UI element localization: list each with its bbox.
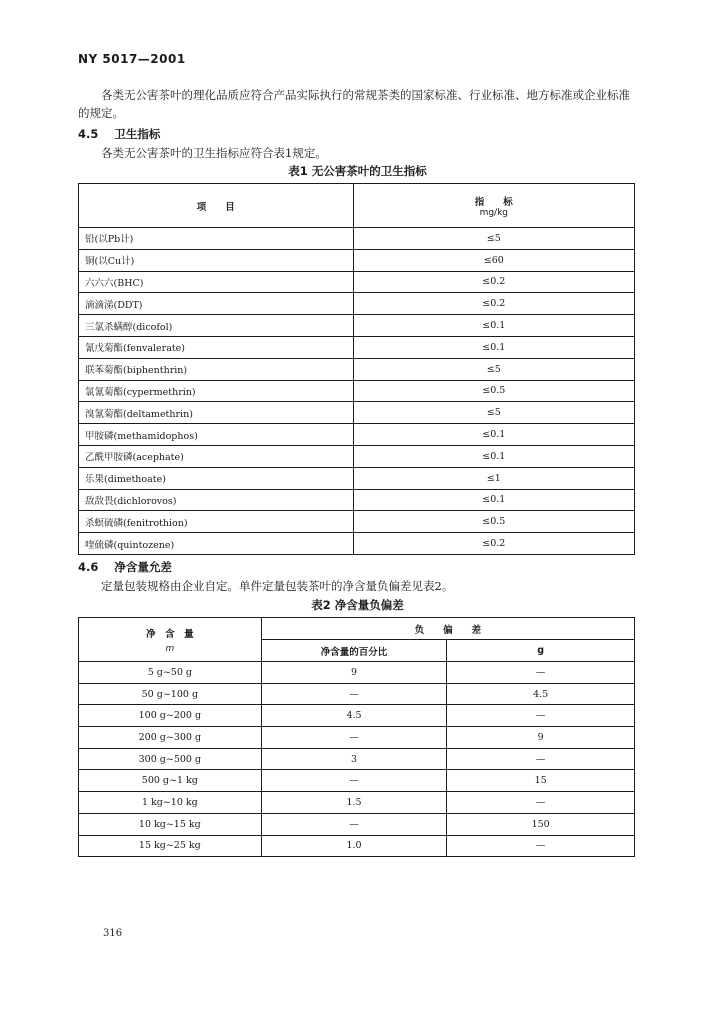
table1-header-unit: mg/kg — [479, 207, 508, 218]
table2 — [78, 617, 635, 857]
table1-row — [79, 228, 635, 250]
table2-row — [79, 705, 635, 727]
section-4-6-text: 定量包装规格由企业自定。单件定量包装茶叶的净含量负偏差见表2。 — [101, 579, 454, 593]
table2-g-cell: 15 — [447, 770, 635, 792]
table1-item-cell: 六六六(BHC) — [79, 271, 354, 293]
table1-value-cell: ≤5 — [353, 402, 634, 424]
table1-item-cell: 甲胺磷(methamidophos) — [79, 424, 354, 446]
table2-caption: 表2 净含量负偏差 — [311, 598, 404, 612]
table1-row — [79, 467, 635, 489]
table2-range-cell: 15 kg~25 kg — [79, 835, 262, 857]
table2-range-cell: 200 g~300 g — [79, 727, 262, 749]
table2-g-cell: — — [447, 748, 635, 770]
table1-item-cell: 喹硫磷(quintozene) — [79, 533, 354, 555]
table1-row — [79, 489, 635, 511]
section-4-5-number: 4.5 — [78, 127, 99, 141]
table1-item-cell: 敌敌畏(dichlorovos) — [79, 489, 354, 511]
table2-row — [79, 683, 635, 705]
table1-value-cell: ≤60 — [353, 249, 634, 271]
table1-value-cell: ≤0.1 — [353, 336, 634, 358]
section-4-6-number: 4.6 — [78, 560, 99, 574]
table1-row — [79, 424, 635, 446]
table2-row — [79, 748, 635, 770]
table2-percent-cell: — — [261, 727, 447, 749]
table1-value-cell: ≤0.1 — [353, 445, 634, 467]
table2-percent-cell: 4.5 — [261, 705, 447, 727]
table2-range-cell: 500 g~1 kg — [79, 770, 262, 792]
document-header: NY 5017—2001 — [78, 52, 186, 66]
table2-range-cell: 5 g~50 g — [79, 662, 262, 684]
table1-item-cell: 乙酰甲胺磷(acephate) — [79, 445, 354, 467]
table1-header-item: 项 目 — [79, 184, 354, 228]
table1-value-cell: ≤0.1 — [353, 424, 634, 446]
intro-paragraph: 各类无公害茶叶的理化品质应符合产品实际执行的常规茶类的国家标准、行业标准、地方标准或企业标准的规定。 — [78, 88, 630, 120]
table1-item-cell: 乐果(dimethoate) — [79, 467, 354, 489]
table1-value-cell: ≤5 — [353, 358, 634, 380]
table2-range-cell: 300 g~500 g — [79, 748, 262, 770]
page-number: 316 — [103, 928, 123, 939]
table1-value-cell: ≤0.5 — [353, 380, 634, 402]
table1-item-cell: 杀螟硫磷(fenitrothion) — [79, 511, 354, 533]
table2-range-cell: 50 g~100 g — [79, 683, 262, 705]
table1-item-cell: 三氯杀螨醇(dicofol) — [79, 315, 354, 337]
table1 — [78, 183, 635, 555]
table1-value-cell: ≤0.1 — [353, 315, 634, 337]
table1-row — [79, 402, 635, 424]
table2-g-cell: — — [447, 835, 635, 857]
table1-item-cell: 氰戊菊酯(fenvalerate) — [79, 336, 354, 358]
table2-header-g: g — [447, 640, 635, 662]
table1-row — [79, 249, 635, 271]
section-4-6-heading — [78, 559, 172, 575]
table1-value-cell: ≤0.2 — [353, 533, 634, 555]
table2-range-cell: 10 kg~15 kg — [79, 813, 262, 835]
table1-value-cell: ≤0.2 — [353, 293, 634, 315]
table1-row — [79, 336, 635, 358]
table1-item-cell: 联苯菊酯(biphenthrin) — [79, 358, 354, 380]
table2-row — [79, 835, 635, 857]
table2-g-cell: — — [447, 705, 635, 727]
table1-value-cell: ≤5 — [353, 228, 634, 250]
table2-percent-cell: 3 — [261, 748, 447, 770]
table1-item-cell: 溴氰菊酯(deltamethrin) — [79, 402, 354, 424]
table2-percent-cell: — — [261, 813, 447, 835]
table1-item-cell: 铜(以Cu计) — [79, 249, 354, 271]
table2-g-cell: — — [447, 662, 635, 684]
table1-item-cell: 铅(以Pb计) — [79, 228, 354, 250]
table1-header-row — [79, 184, 635, 228]
table2-header-net-label: 净 含 量 — [146, 628, 194, 640]
table1-row — [79, 271, 635, 293]
table1-row — [79, 445, 635, 467]
table1-row — [79, 315, 635, 337]
table2-percent-cell: 1.0 — [261, 835, 447, 857]
table1-value-cell: ≤0.2 — [353, 271, 634, 293]
table2-g-cell: 9 — [447, 727, 635, 749]
table2-row — [79, 662, 635, 684]
table1-row — [79, 380, 635, 402]
table1-row — [79, 511, 635, 533]
table1-row — [79, 358, 635, 380]
section-4-5-heading — [78, 126, 160, 142]
table2-header-net — [79, 618, 262, 662]
table1-item-cell: 滴滴涕(DDT) — [79, 293, 354, 315]
table2-header-negative: 负 偏 差 — [261, 618, 634, 640]
table1-row — [79, 533, 635, 555]
table2-g-cell: 4.5 — [447, 683, 635, 705]
table1-caption: 表1 无公害茶叶的卫生指标 — [288, 164, 427, 178]
section-4-6-title: 净含量允差 — [114, 560, 172, 574]
table1-row — [79, 293, 635, 315]
table2-row — [79, 727, 635, 749]
section-4-5-text: 各类无公害茶叶的卫生指标应符合表1规定。 — [101, 146, 327, 160]
table1-header-index — [353, 184, 634, 228]
table2-row — [79, 813, 635, 835]
table1-item-cell: 氯氰菊酯(cypermethrin) — [79, 380, 354, 402]
table2-header-percent: 净含量的百分比 — [261, 640, 447, 662]
table1-header-index-label: 指 标 — [474, 196, 513, 208]
table1-value-cell: ≤0.5 — [353, 511, 634, 533]
table2-range-cell: 100 g~200 g — [79, 705, 262, 727]
section-4-5-title: 卫生指标 — [114, 127, 161, 141]
table2-header-net-symbol: m — [165, 643, 175, 654]
table2-percent-cell: 9 — [261, 662, 447, 684]
table2-header-row-1 — [79, 618, 635, 640]
table2-percent-cell: — — [261, 683, 447, 705]
table1-value-cell: ≤0.1 — [353, 489, 634, 511]
table2-percent-cell: — — [261, 770, 447, 792]
table2-percent-cell: 1.5 — [261, 792, 447, 814]
table2-g-cell: 150 — [447, 813, 635, 835]
table2-g-cell: — — [447, 792, 635, 814]
table2-range-cell: 1 kg~10 kg — [79, 792, 262, 814]
table2-row — [79, 770, 635, 792]
table2-row — [79, 792, 635, 814]
table1-value-cell: ≤1 — [353, 467, 634, 489]
